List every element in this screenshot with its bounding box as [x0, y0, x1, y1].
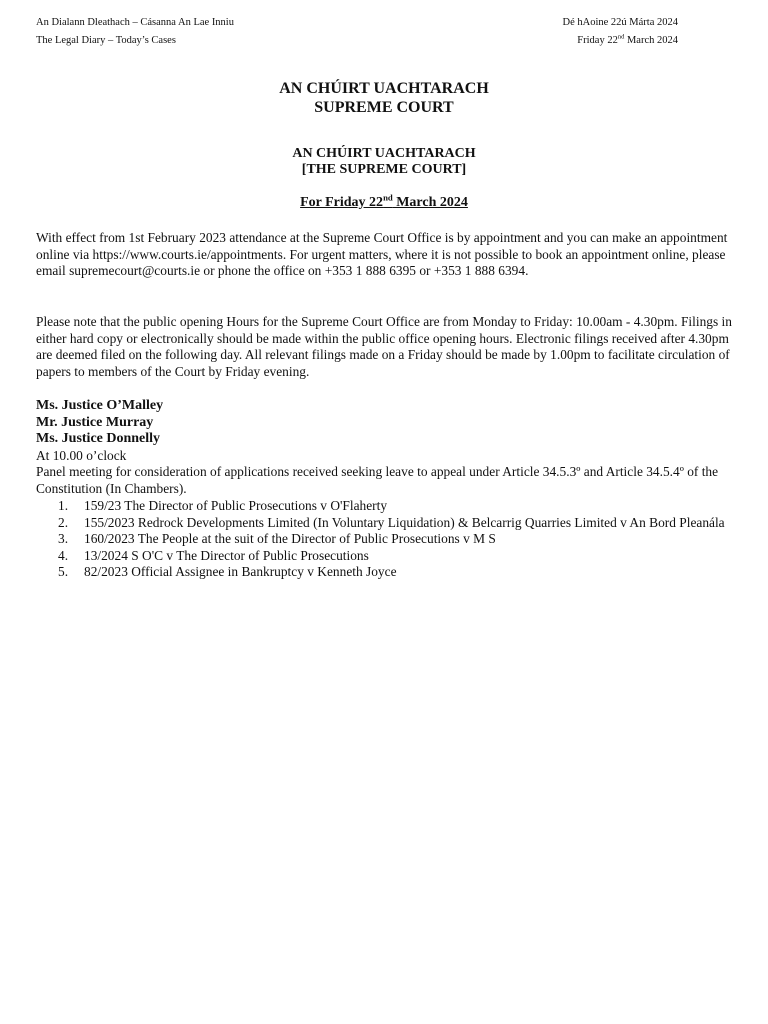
- judge-name: Ms. Justice Donnelly: [36, 431, 161, 447]
- court-subtitle-english: [THE SUPREME COURT]: [301, 162, 467, 177]
- list-date-heading: [0, 192, 768, 211]
- case-title: 82/2023 Official Assignee in Bankruptcy v Kenneth Joyce: [84, 564, 397, 580]
- date-heading-prefix: For Friday 22: [300, 195, 384, 210]
- case-number: 2.: [58, 514, 69, 530]
- date-heading-suffix: March 2024: [392, 195, 468, 210]
- header-date-suffix: March 2024: [624, 35, 678, 46]
- panel-description: Panel meeting for consideration of applications received seeking leave to appeal under Article 34.5.3º and Article 34.5.4º of the Constitution (In Chambers).: [36, 464, 719, 496]
- case-list: [36, 498, 736, 581]
- case-title: 160/2023 The People at the suit of the Director of Public Prosecutions v M S: [84, 531, 496, 547]
- header-right-english-date: [577, 34, 678, 47]
- case-title: 155/2023 Redrock Developments Limited (In Voluntary Liquidation) & Belcarrig Quarries Limited v An Bord Pleanála: [84, 514, 725, 530]
- case-number: 1.: [58, 498, 69, 513]
- judges-list: [36, 398, 163, 448]
- sitting-time: At 10.00 o’clock: [36, 448, 127, 463]
- opening-hours-notice: Please note that the public opening Hours for the Supreme Court Office are from Monday to Friday: 10.00am - 4.30pm. Filings in either hard copy or electronically should be made within the public office opening hours. Electronic filings received after 4.30pm are deemed filed on the following day. All relevant filings made on a Friday should be made by 1.00pm to facilitate circulation of papers to members of the Court by Friday evening.: [36, 314, 732, 379]
- date-heading-sup: nd: [383, 192, 393, 203]
- court-subtitle-irish: AN CHÚIRT UACHTARACH: [292, 146, 476, 161]
- list-item: [36, 515, 736, 532]
- case-title: 159/23 The Director of Public Prosecutions v O'Flaherty: [84, 498, 388, 513]
- case-title: 13/2024 S O'C v The Director of Public Prosecutions: [84, 547, 369, 563]
- list-item: [36, 548, 736, 565]
- case-number: 4.: [58, 547, 69, 563]
- case-number: 5.: [58, 564, 69, 580]
- list-item: [36, 498, 736, 515]
- header-date-sup: nd: [617, 33, 625, 41]
- court-title-english: SUPREME COURT: [314, 99, 454, 116]
- judge-name: Mr. Justice Murray: [36, 414, 154, 430]
- list-item: [36, 564, 736, 581]
- list-item: [36, 531, 736, 548]
- court-title-irish: AN CHÚIRT UACHTARACH: [279, 80, 489, 97]
- header-left-irish: An Dialann Dleathach – Cásanna An Lae Inniu: [36, 17, 234, 28]
- judge-name: Ms. Justice O’Malley: [36, 398, 164, 413]
- header-left-english: The Legal Diary – Today’s Cases: [36, 35, 176, 46]
- appointments-notice: With effect from 1st February 2023 attendance at the Supreme Court Office is by appointment and you can make an appointment online via https://www.courts.ie/appointments. For urgent matters, where it is not possible to book an appointment online, please email supremecourt@courts.ie or phone the office on +353 1 888 6395 or +353 1 888 6394.: [36, 230, 728, 279]
- header-date-prefix: Friday 22: [577, 35, 618, 46]
- case-number: 3.: [58, 531, 69, 547]
- header-right-irish-date: Dé hAoine 22ú Márta 2024: [562, 17, 678, 28]
